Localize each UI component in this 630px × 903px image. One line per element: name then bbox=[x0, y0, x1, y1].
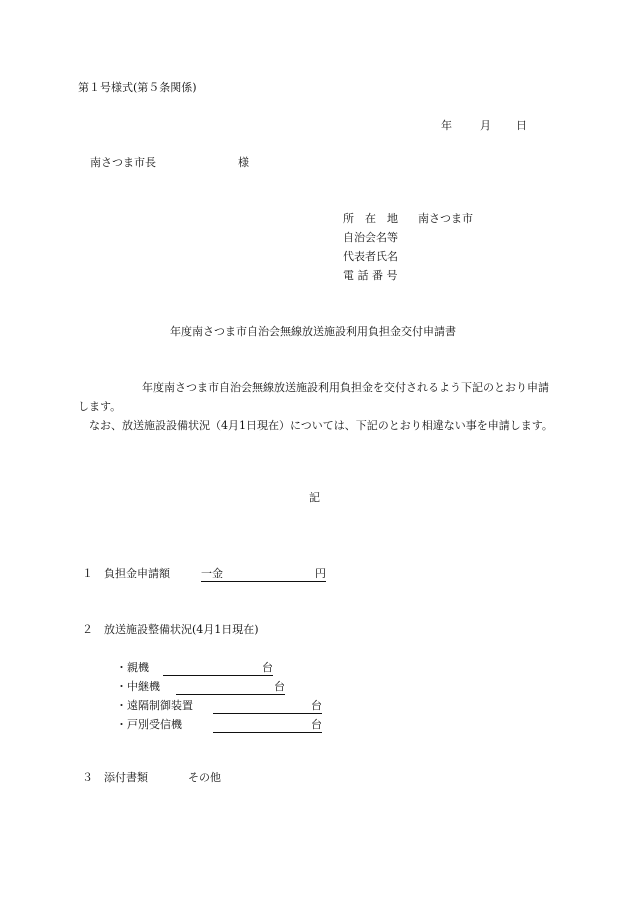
item1-unit: 円 bbox=[315, 567, 326, 580]
equipment-item-parent-unit: 台 bbox=[262, 661, 273, 674]
item1-label: 負担金申請額 bbox=[104, 567, 170, 580]
item1-amount-underline bbox=[201, 566, 326, 582]
equipment-item-receiver-field bbox=[213, 717, 322, 733]
date-year-label: 年 bbox=[441, 119, 452, 132]
item3-number: ３ bbox=[82, 771, 93, 784]
item2-label: 放送施設整備状況(4月1日現在) bbox=[104, 623, 259, 636]
addressee-name: 南さつま市長 bbox=[90, 156, 156, 169]
item3-value: その他 bbox=[188, 771, 221, 784]
date-month-label: 月 bbox=[480, 119, 491, 132]
phone-label: 電 話 番 号 bbox=[343, 269, 398, 282]
item1-number: １ bbox=[82, 567, 93, 580]
document-title: 年度南さつま市自治会無線放送施設利用負担金交付申請書 bbox=[170, 325, 456, 338]
equipment-item-remote-field bbox=[213, 698, 322, 714]
equipment-item-relay-unit: 台 bbox=[274, 680, 285, 693]
address-value: 南さつま市 bbox=[418, 212, 473, 225]
body-paragraph-2-text: なお、放送施設設備状況（4月1日現在）については、下記のとおり相違ない事を申請します。 bbox=[89, 419, 553, 432]
address-label: 所 在 地 bbox=[343, 212, 398, 225]
form-number: 第１号様式(第５条関係) bbox=[78, 81, 197, 94]
body-paragraph-1 bbox=[78, 378, 556, 416]
addressee-honorific: 様 bbox=[238, 156, 249, 169]
equipment-item-receiver-unit: 台 bbox=[311, 718, 322, 731]
date-day-label: 日 bbox=[516, 119, 527, 132]
org-name-label: 自治会名等 bbox=[343, 231, 398, 244]
equipment-item-parent-field bbox=[163, 660, 273, 676]
item3-label: 添付書類 bbox=[104, 771, 148, 784]
representative-label: 代表者氏名 bbox=[343, 250, 398, 263]
body-paragraph-1-text: 年度南さつま市自治会無線放送施設利用負担金を交付されるよう下記のとおり申請します。 bbox=[78, 381, 549, 413]
equipment-item-relay-field bbox=[176, 679, 285, 695]
item2-number: ２ bbox=[82, 623, 93, 636]
item1-amount-field bbox=[201, 566, 326, 582]
ki-heading: 記 bbox=[309, 491, 320, 504]
item1-prefix: 一金 bbox=[201, 567, 223, 580]
equipment-item-receiver-label: ・戸別受信機 bbox=[116, 718, 182, 731]
equipment-item-relay-label: ・中継機 bbox=[116, 680, 160, 693]
equipment-item-remote-unit: 台 bbox=[311, 699, 322, 712]
equipment-item-remote-label: ・遠隔制御装置 bbox=[116, 699, 193, 712]
body-paragraph-2 bbox=[78, 416, 556, 435]
equipment-item-parent-label: ・親機 bbox=[116, 661, 149, 674]
